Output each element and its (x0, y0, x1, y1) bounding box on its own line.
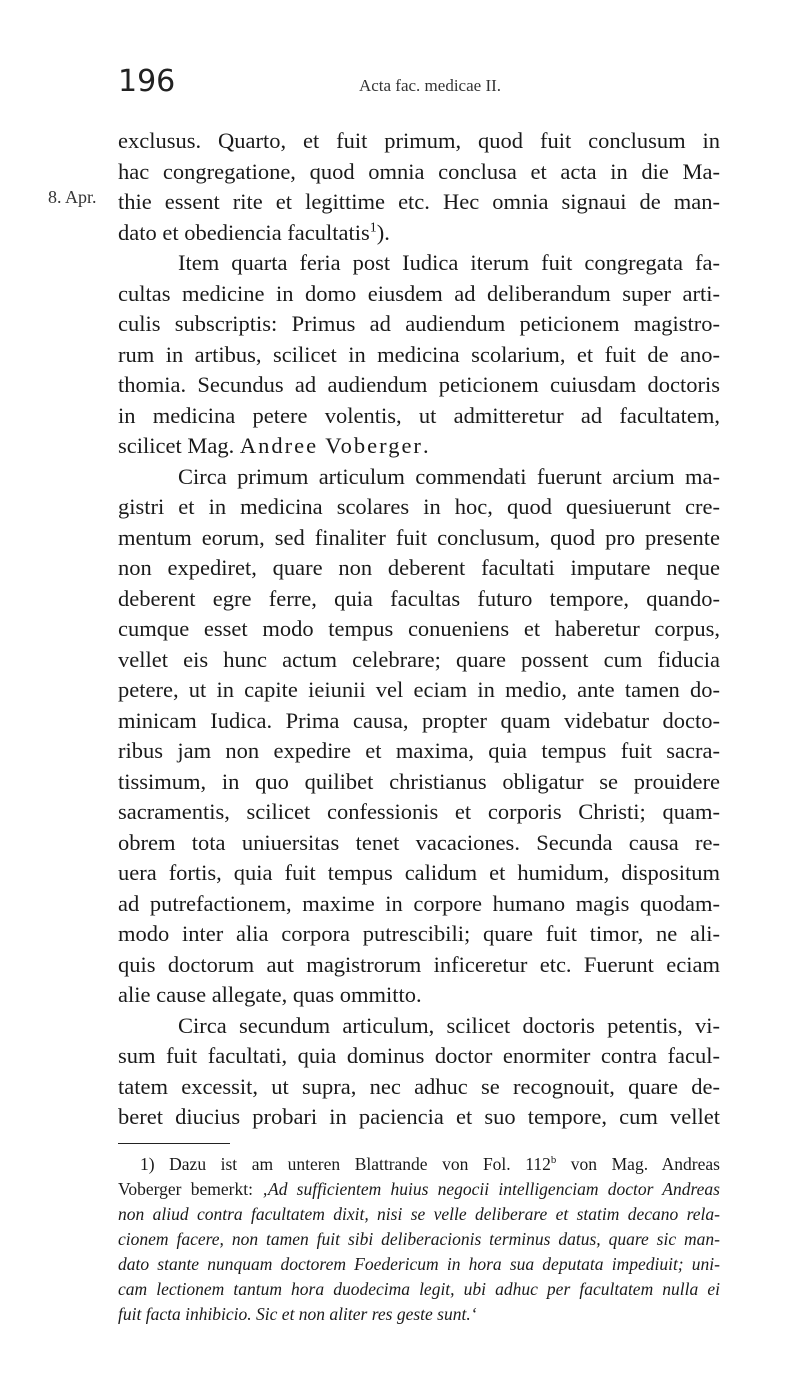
text-line: deberent egre ferre, quia facultas futuro tempore, quando- (118, 585, 720, 611)
text-line: mentum eorum, sed finaliter fuit conclusum, quod pro presente (118, 524, 720, 550)
footnote-quote: ‚Ad sufficientem huius negocii intelligenciam doctor Andreas (262, 1179, 720, 1199)
footnote-quote: fuit facta inhibicio. Sic et non aliter res geste sunt.‘ (118, 1304, 477, 1324)
footnote-quote: cionem facere, non tamen fuit sibi deliberacionis terminus datus, quare sic man- (118, 1229, 720, 1249)
text-line: rum in artibus, scilicet in medicina scolarium, et fuit de ano- (118, 341, 720, 367)
text-line: culis subscriptis: Primus ad audiendum peticionem magistro- (118, 311, 720, 336)
text-line: tissimum, in quo quilibet christianus obligatur se prouidere (118, 768, 720, 794)
margin-date-note: 8. Apr. (48, 187, 97, 207)
footnote-line (118, 1302, 720, 1327)
text-line: petere, ut in capite ieiunii vel eciam in medio, ante tamen do- (118, 677, 720, 702)
text-line: in medicina petere volentis, ut admitteretur ad facultatem, (118, 402, 720, 428)
text-line: uera fortis, quia fuit tempus calidum et humidum, dispositum (118, 860, 720, 885)
footnote-text: von Mag. Andreas (556, 1154, 720, 1174)
sentence-end: . (422, 433, 429, 458)
text-line (118, 218, 720, 249)
text-line: cumque esset modo tempus conueniens et haberetur corpus, (118, 616, 720, 641)
text-line: ad putrefactionem, maxime in corpore humano magis quodam- (118, 890, 720, 916)
text-line-content: dato et obediencia facultatis (118, 219, 370, 245)
body-text (118, 126, 720, 1133)
text-line: sum fuit facultati, quia dominus doctor enormiter contra facul- (118, 1043, 720, 1068)
text-line (118, 431, 720, 462)
text-line-content: scilicet Mag. (118, 433, 235, 458)
footnote-quote: cam lectionem tantum hora duodecima legit, ubi adhuc per facultatem nulla ei (118, 1279, 720, 1299)
text-line: quis doctorum aut magistrorum inficeretur etc. Fuerunt eciam (118, 951, 720, 977)
text-line: sacramentis, scilicet confessionis et corporis Christi; quam- (118, 799, 720, 824)
footnote-line (118, 1177, 720, 1202)
text-line: tatem excessit, ut supra, nec adhuc se recognouit, quare de- (118, 1073, 720, 1099)
text-line: thie essent rite et legittime etc. Hec omnia signaui de man- (118, 189, 720, 214)
footnote-quote: dato stante nunquam doctorem Foedericum in hora sua deputata impediuit; uni- (118, 1254, 720, 1274)
text-line: cultas medicine in domo eiusdem ad deliberandum super arti- (118, 280, 720, 306)
text-line: Item quarta feria post Iudica iterum fuit congregata fa- (178, 250, 720, 275)
folio-side: b (550, 1154, 557, 1167)
text-line: minicam Iudica. Prima causa, propter quam videbatur docto- (118, 707, 720, 733)
footnote-line (118, 1152, 720, 1177)
text-line: obrem tota uniuersitas tenet vacaciones. Secunda causa re- (118, 829, 720, 855)
text-line: alie cause allegate, quas ommitto. (118, 982, 422, 1007)
text-line: non expediret, quare non deberent facultati imputare neque (118, 555, 720, 580)
footnote-block (118, 1152, 720, 1327)
text-line: hac congregatione, quod omnia conclusa et acta in die Ma- (118, 158, 720, 184)
footnote-text: Voberger bemerkt: (118, 1179, 263, 1199)
footnote-text: Dazu ist am unteren Blattrande von Fol. 112 (169, 1154, 551, 1174)
text-line: beret diucius probari in paciencia et suo tempore, cum vellet (118, 1104, 720, 1129)
footnote-marker: 1) (140, 1154, 155, 1174)
footnote-reference-close: ). (376, 219, 390, 245)
footnote-line (118, 1277, 720, 1302)
footnote-line (118, 1202, 720, 1227)
text-line: vellet eis hunc actum celebrare; quare possent cum fiducia (118, 646, 720, 672)
text-line: gistri et in medicina scolares in hoc, quod quesiuerunt cre- (118, 494, 720, 519)
text-line: ribus jam non expedire et maxima, quia tempus fuit sacra- (118, 738, 720, 763)
footnote-line (118, 1252, 720, 1277)
footnote-divider (118, 1143, 230, 1144)
text-line: Circa primum articulum commendati fuerunt arcium ma- (178, 463, 720, 489)
footnote-quote: non aliud contra facultatem dixit, nisi se velle deliberare et statim decano rela- (118, 1204, 720, 1224)
text-line: modo inter alia corpora putrescibili; quare fuit timor, ne ali- (118, 921, 720, 946)
running-head: Acta fac. medicae II. (358, 76, 502, 95)
text-line: thomia. Secundus ad audiendum peticionem cuiusdam doctoris (118, 372, 720, 397)
spaced-name: Andree Voberger (239, 433, 423, 458)
footnote-reference: 1 (369, 220, 377, 235)
text-line: exclusus. Quarto, et fuit primum, quod fuit conclusum in (118, 128, 720, 153)
footnote-line (118, 1227, 720, 1252)
text-line: Circa secundum articulum, scilicet doctoris petentis, vi- (178, 1012, 720, 1038)
page-number: 196 (118, 64, 176, 99)
